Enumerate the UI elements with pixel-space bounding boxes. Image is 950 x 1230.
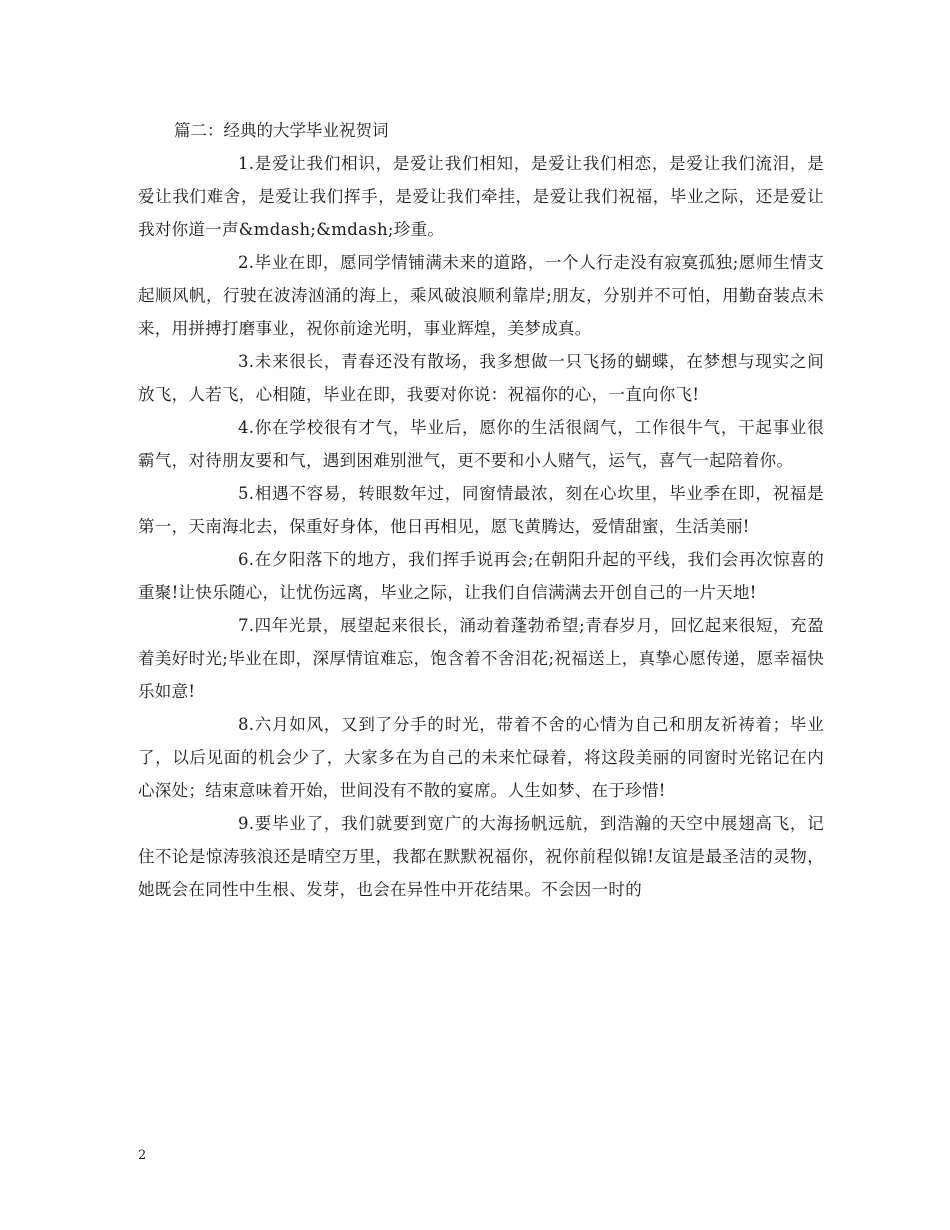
- page-number: 2: [138, 1148, 147, 1163]
- item-number: 8.: [238, 715, 255, 734]
- item-text: 是爱让我们相识，是爱让我们相知，是爱让我们相恋，是爱让我们流泪，是爱让我们难舍，是爱让我们挥手，是爱让我们牵挂，是爱让我们祝福，毕业之际，还是爱让我对你道一声&mdash;&mdash;珍重。: [138, 154, 824, 239]
- list-item: [138, 543, 824, 609]
- item-text: 毕业在即，愿同学情铺满未来的道路，一个人行走没有寂寞孤独;愿师生情支起顺风帆，行驶在波涛汹涌的海上，乘风破浪顺利靠岸;朋友，分别并不可怕，用勤奋装点未来，用拼搏打磨事业，祝你前途光明，事业辉煌，美梦成真。: [138, 253, 824, 338]
- item-number: 6.: [238, 550, 255, 569]
- item-text: 你在学校很有才气，毕业后，愿你的生活很阔气，工作很牛气，干起事业很霸气，对待朋友要和气，遇到困难别泄气，更不要和小人赌气，运气，喜气一起陪着你。: [138, 418, 824, 470]
- list-item: [138, 807, 824, 906]
- item-number: 2.: [238, 253, 255, 272]
- list-item: [138, 609, 824, 708]
- item-number: 1.: [238, 154, 255, 173]
- item-number: 9.: [238, 814, 255, 833]
- document-body: [138, 114, 824, 906]
- item-text: 四年光景，展望起来很长，涌动着蓬勃希望;青春岁月，回忆起来很短，充盈着美好时光;毕业在即，深厚情谊难忘，饱含着不舍泪花;祝福送上，真挚心愿传递，愿幸福快乐如意!: [138, 616, 824, 701]
- item-text: 六月如风，又到了分手的时光，带着不舍的心情为自己和朋友祈祷着；毕业了，以后见面的机会少了，大家多在为自己的未来忙碌着，将这段美丽的同窗时光铭记在内心深处；结束意味着开始，世间没有不散的宴席。人生如梦、在于珍惜!: [138, 715, 824, 800]
- item-number: 4.: [238, 418, 255, 437]
- item-text: 相遇不容易，转眼数年过，同窗情最浓，刻在心坎里，毕业季在即，祝福是第一，天南海北去，保重好身体，他日再相见，愿飞黄腾达，爱情甜蜜，生活美丽!: [138, 484, 824, 536]
- list-item: [138, 345, 824, 411]
- item-text: 在夕阳落下的地方，我们挥手说再会;在朝阳升起的平线，我们会再次惊喜的重聚!让快乐随心，让忧伤远离，毕业之际，让我们自信满满去开创自己的一片天地!: [138, 550, 824, 602]
- list-item: [138, 147, 824, 246]
- item-number: 3.: [238, 352, 255, 371]
- list-item: [138, 246, 824, 345]
- item-text: 未来很长，青春还没有散场，我多想做一只飞扬的蝴蝶，在梦想与现实之间放飞，人若飞，心相随，毕业在即，我要对你说：祝福你的心，一直向你飞!: [138, 352, 824, 404]
- item-text: 要毕业了，我们就要到宽广的大海扬帆远航，到浩瀚的天空中展翅高飞，记住不论是惊涛骇浪还是晴空万里，我都在默默祝福你，祝你前程似锦!友谊是最圣洁的灵物，她既会在同性中生根、发芽，也会在异性中开花结果。不会因一时的: [138, 814, 824, 899]
- list-item: [138, 477, 824, 543]
- item-number: 7.: [238, 616, 255, 635]
- item-number: 5.: [238, 484, 255, 503]
- list-item: [138, 411, 824, 477]
- section-heading: 篇二：经典的大学毕业祝贺词: [174, 121, 389, 140]
- list-item: [138, 708, 824, 807]
